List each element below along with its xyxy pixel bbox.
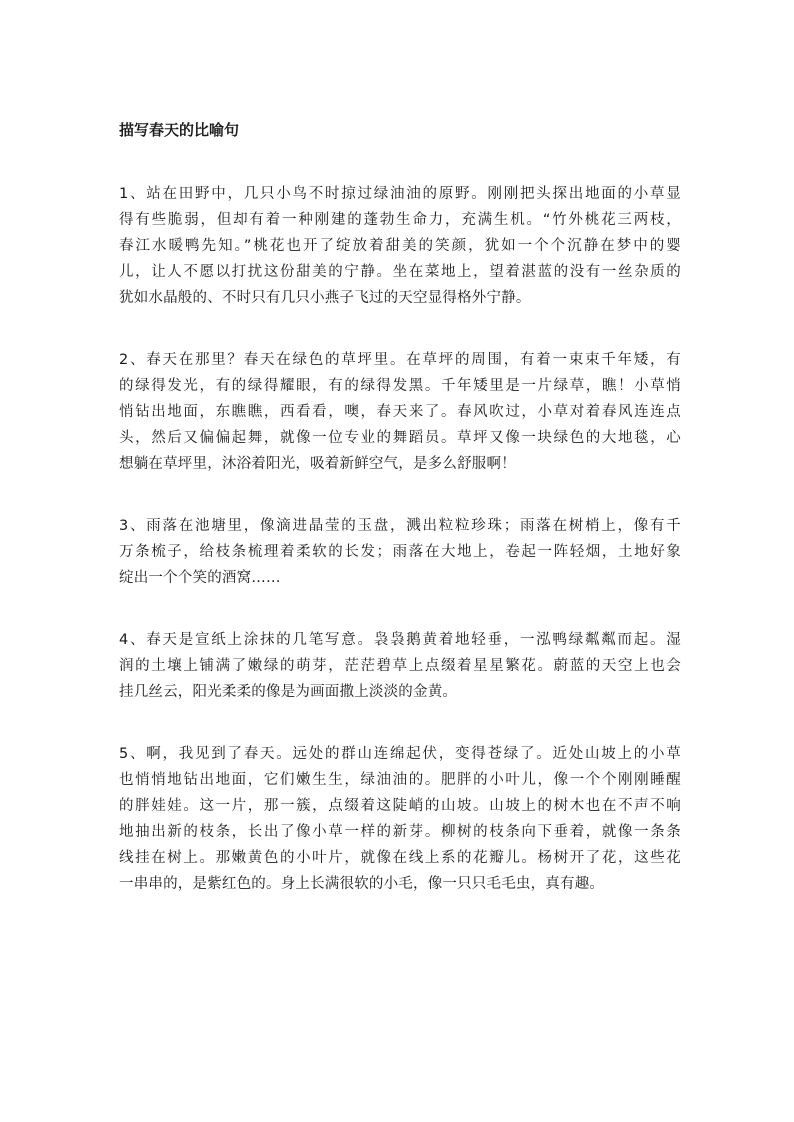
paragraph-line: 的绿得发光，有的绿得耀眼，有的绿得发黑。千年矮里是一片绿草，瞧！小草悄 bbox=[119, 378, 681, 394]
paragraph-line: 挂几丝云，阳光柔柔的像是为画面撒上淡淡的金黄。 bbox=[119, 684, 458, 700]
paragraph-3 bbox=[119, 513, 681, 591]
paragraph-line: 2、春天在那里？春天在绿色的草坪里。在草坪的周围，有着一束束千年矮，有 bbox=[119, 352, 681, 368]
paragraph-line: 春江水暖鸭先知。”桃花也开了绽放着甜美的笑颜，犹如一个个沉静在梦中的婴 bbox=[119, 238, 681, 254]
paragraph-line: 想躺在草坪里，沐浴着阳光，吸着新鲜空气，是多么舒服啊！ bbox=[119, 456, 516, 472]
paragraph-line: 儿，让人不愿以打扰这份甜美的宁静。坐在菜地上，望着湛蓝的没有一丝杂质的 bbox=[119, 264, 681, 280]
paragraph-line: 3、雨落在池塘里，像滴进晶莹的玉盘，溅出粒粒珍珠；雨落在树梢上，像有千 bbox=[119, 518, 681, 534]
paragraph-line: 4、春天是宣纸上涂抹的几笔写意。袅袅鹅黄着地轻垂，一泓鸭绿粼粼而起。湿 bbox=[119, 632, 681, 648]
paragraph-1 bbox=[119, 181, 681, 311]
paragraph-5 bbox=[119, 741, 681, 897]
document-title: 描写春天的比喻句 bbox=[119, 121, 240, 139]
paragraph-line: 1、站在田野中，几只小鸟不时掠过绿油油的原野。刚刚把头探出地面的小草显 bbox=[119, 186, 681, 202]
paragraph-line: 犹如水晶般的、不时只有几只小燕子飞过的天空显得格外宁静。 bbox=[119, 290, 531, 306]
paragraph-line: 悄钻出地面，东瞧瞧，西看看，噢，春天来了。春风吹过，小草对着春风连连点 bbox=[119, 404, 681, 420]
paragraph-line: 地抽出新的枝条，长出了像小草一样的新芽。柳树的枝条向下垂着，就像一条条 bbox=[119, 824, 681, 840]
paragraph-line: 润的土壤上铺满了嫩绿的萌芽，茫茫碧草上点缀着星星繁花。蔚蓝的天空上也会 bbox=[119, 658, 681, 674]
paragraph-4 bbox=[119, 627, 681, 705]
paragraph-line: 头，然后又偏偏起舞，就像一位专业的舞蹈员。草坪又像一块绿色的大地毯，心 bbox=[119, 430, 681, 446]
paragraph-line: 5、啊，我见到了春天。远处的群山连绵起伏，变得苍绿了。近处山坡上的小草 bbox=[119, 746, 681, 762]
paragraph-line: 线挂在树上。那嫩黄色的小叶片，就像在线上系的花瓣儿。杨树开了花，这些花 bbox=[119, 850, 681, 866]
paragraph-line: 也悄悄地钻出地面，它们嫩生生，绿油油的。肥胖的小叶儿，像一个个刚刚睡醒 bbox=[119, 772, 681, 788]
paragraph-2 bbox=[119, 347, 681, 477]
paragraph-line: 得有些脆弱，但却有着一种刚建的蓬勃生命力，充满生机。“竹外桃花三两枝， bbox=[119, 212, 681, 228]
paragraph-line: 万条梳子，给枝条梳理着柔软的长发；雨落在大地上，卷起一阵轻烟，土地好象 bbox=[119, 544, 681, 560]
paragraph-line: 的胖娃娃。这一片，那一簇，点缀着这陡峭的山坡。山坡上的树木也在不声不响 bbox=[119, 798, 681, 814]
paragraph-line: 一串串的，是紫红色的。身上长满很软的小毛，像一只只毛毛虫，真有趣。 bbox=[119, 876, 605, 892]
paragraph-line: 绽出一个个笑的酒窝…… bbox=[119, 570, 281, 586]
